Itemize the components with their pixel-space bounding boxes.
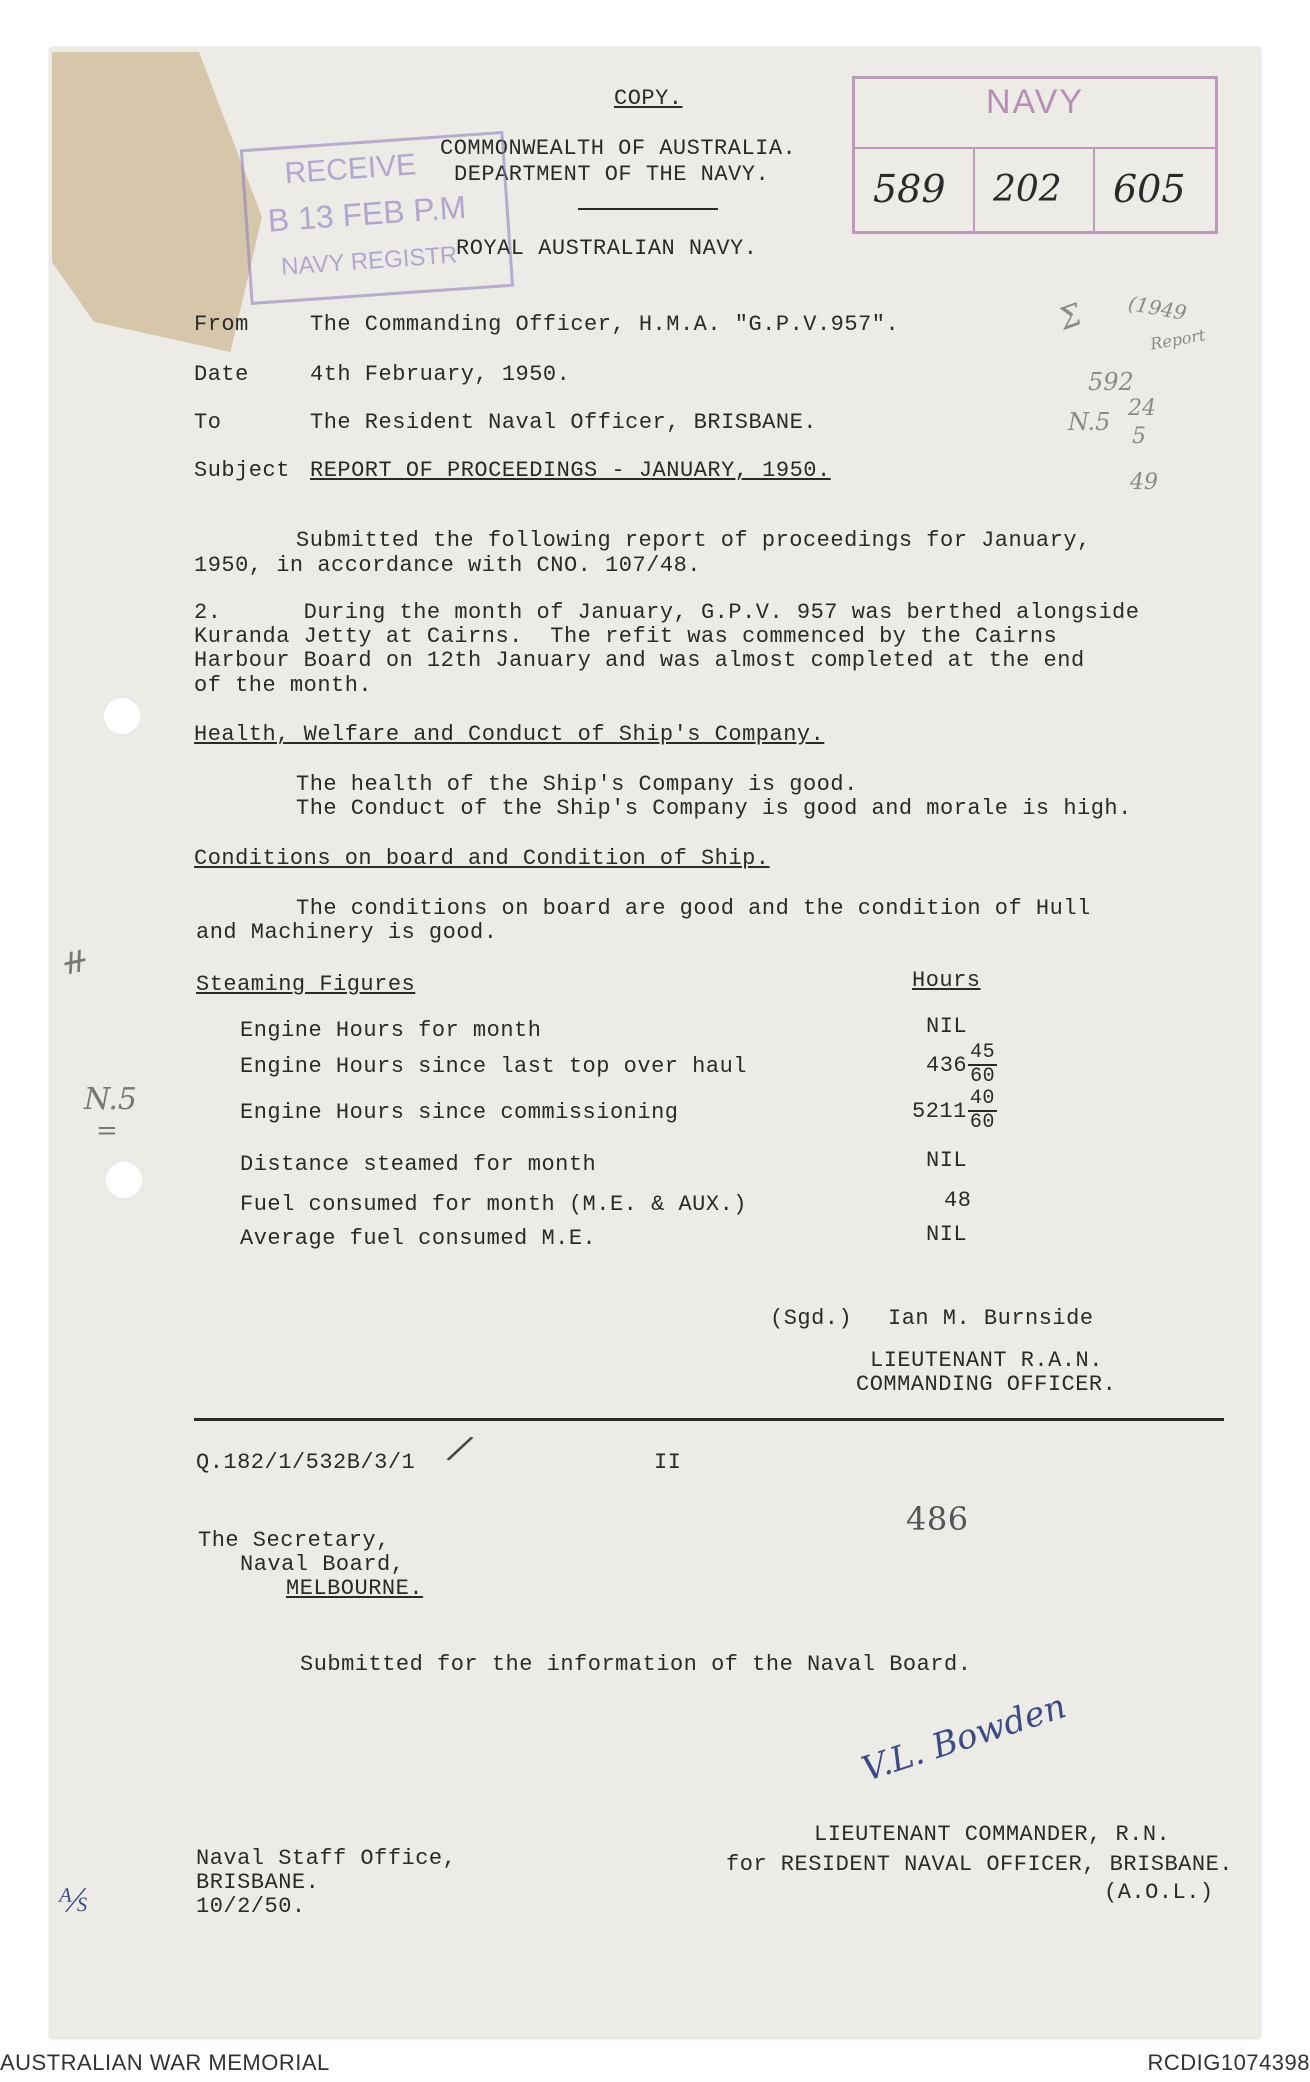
forward-rank: LIEUTENANT COMMANDER, R.N. [814, 1822, 1171, 1847]
registry-number: 486 [906, 1500, 969, 1538]
to-value: The Resident Naval Officer, BRISBANE. [310, 410, 817, 435]
navy-stamp-number-3: 605 [1113, 167, 1186, 211]
annotation-5: 5 [1132, 424, 1146, 449]
fraction-denominator: 60 [969, 1111, 995, 1134]
reference-number: Q.182/1/532B/3/1 [196, 1450, 416, 1475]
steaming-row-value: NIL [926, 1222, 968, 1247]
navy-stamp-number-1: 589 [873, 167, 946, 211]
forward-for-line: for RESIDENT NAVAL OFFICER, BRISBANE. [726, 1852, 1233, 1877]
address-line-3: MELBOURNE. [286, 1576, 424, 1601]
steaming-row-label: Engine Hours since last top over haul [240, 1054, 747, 1079]
annotation-left-n5: N.5 [84, 1082, 137, 1117]
navy-stamp-column-divider-1 [973, 149, 975, 231]
para2-line-1: 2. During the month of January, G.P.V. 957 was berthed alongside [194, 600, 1140, 625]
org-line-1: COMMONWEALTH OF AUSTRALIA. [440, 136, 797, 161]
conditions-line-2: and Machinery is good. [196, 920, 498, 945]
steaming-row-whole: 5211 [912, 1098, 967, 1124]
para2-line-3: Harbour Board on 12th January and was almost completed at the end [194, 648, 1085, 673]
org-line-2: DEPARTMENT OF THE NAVY. [454, 162, 770, 187]
signatory-name: Ian M. Burnside [888, 1306, 1094, 1331]
subject-label: Subject [194, 458, 290, 483]
handwritten-signature: V.L. Bowden [857, 1686, 1071, 1790]
cancel-mark: ⧺ [54, 939, 91, 985]
health-line-2: The Conduct of the Ship's Company is good and morale is high. [296, 796, 1132, 821]
office-line-1: Naval Staff Office, [196, 1846, 457, 1871]
navy-stamp-number-2: 202 [993, 169, 1062, 210]
from-label: From [194, 312, 249, 337]
steaming-row-value [926, 1042, 997, 1088]
conditions-heading: Conditions on board and Condition of Ship. [194, 846, 770, 871]
fraction-numerator: 40 [969, 1087, 995, 1110]
footer-left: AUSTRALIAN WAR MEMORIAL [0, 2050, 330, 2075]
steaming-row-value: 48 [944, 1188, 972, 1213]
navy-stamp-title: NAVY [985, 83, 1085, 121]
left-dash-mark: = [96, 1116, 118, 1146]
pencil-mark: Ʃ [1054, 297, 1087, 338]
fraction [968, 1042, 997, 1088]
address-line-1: The Secretary, [198, 1528, 390, 1553]
office-line-2: BRISBANE. [196, 1870, 320, 1895]
para1-line-2: 1950, in accordance with CNO. 107/48. [194, 553, 701, 578]
annotation-report: Report [1148, 325, 1207, 354]
punch-hole-lower [106, 1162, 142, 1198]
steaming-row-whole: 436 [926, 1052, 968, 1078]
received-stamp-line-3: NAVY REGISTR [280, 241, 459, 281]
health-line-1: The health of the Ship's Company is good. [296, 772, 858, 797]
from-value: The Commanding Officer, H.M.A. "G.P.V.957". [310, 312, 900, 337]
annotation-592: 592 [1088, 368, 1134, 396]
tick-mark: / [447, 1427, 473, 1470]
health-heading: Health, Welfare and Conduct of Ship's Company. [194, 722, 825, 747]
sgd-label: (Sgd.) [770, 1306, 853, 1331]
office-date: 10/2/50. [196, 1894, 306, 1919]
to-label: To [194, 410, 222, 435]
org-line-3: ROYAL AUSTRALIAN NAVY. [456, 236, 758, 261]
copy-label: COPY. [614, 86, 683, 111]
punch-hole-upper [104, 698, 140, 734]
forward-aol: (A.O.L.) [1104, 1880, 1214, 1905]
received-stamp-line-2: B 13 FEB P.M [266, 188, 468, 239]
steaming-row-label: Engine Hours since commissioning [240, 1100, 679, 1125]
received-stamp-line-1: RECEIVE [283, 148, 418, 191]
signatory-title: COMMANDING OFFICER. [856, 1372, 1117, 1397]
steaming-row-value: NIL [926, 1014, 968, 1039]
subject-value: REPORT OF PROCEEDINGS - JANUARY, 1950. [310, 458, 831, 483]
steaming-row-value [912, 1088, 997, 1134]
date-value: 4th February, 1950. [310, 362, 571, 387]
address-line-2: Naval Board, [240, 1552, 405, 1577]
para2-line-4: of the month. [194, 673, 373, 698]
steaming-row-label: Distance steamed for month [240, 1152, 597, 1177]
date-label: Date [194, 362, 249, 387]
para1-line-1: Submitted the following report of proceedings for January, [296, 528, 1091, 553]
steaming-row-label: Fuel consumed for month (M.E. & AUX.) [240, 1192, 747, 1217]
signatory-rank: LIEUTENANT R.A.N. [870, 1348, 1103, 1373]
steaming-heading: Steaming Figures [196, 972, 416, 997]
initials-mark: ⅍ [58, 1880, 88, 1920]
copy-number: II [654, 1450, 682, 1475]
navy-stamp-divider [855, 147, 1215, 149]
fraction-numerator: 45 [970, 1041, 996, 1064]
para2-line-2: Kuranda Jetty at Cairns. The refit was commenced by the Cairns [194, 624, 1058, 649]
conditions-line-1: The conditions on board are good and the condition of Hull [296, 896, 1091, 921]
annotation-24: 24 [1128, 396, 1156, 421]
fraction-denominator: 60 [970, 1065, 996, 1088]
navy-stamp-column-divider-2 [1093, 149, 1095, 231]
footer-right: RCDIG1074398 [1147, 2050, 1310, 2075]
steaming-row-value: NIL [926, 1148, 968, 1173]
steaming-row-label: Engine Hours for month [240, 1018, 542, 1043]
submitted-line: Submitted for the information of the Naval Board. [300, 1652, 972, 1677]
navy-registry-stamp [852, 76, 1218, 234]
section-divider [194, 1418, 1224, 1421]
header-divider [578, 208, 718, 210]
annotation-n5: N.5 [1068, 408, 1111, 436]
steaming-row-label: Average fuel consumed M.E. [240, 1226, 597, 1251]
fraction [968, 1088, 997, 1134]
hours-heading: Hours [912, 968, 981, 993]
annotation-1949: (1949 [1126, 291, 1189, 325]
received-stamp [240, 131, 514, 305]
annotation-49: 49 [1130, 470, 1158, 495]
